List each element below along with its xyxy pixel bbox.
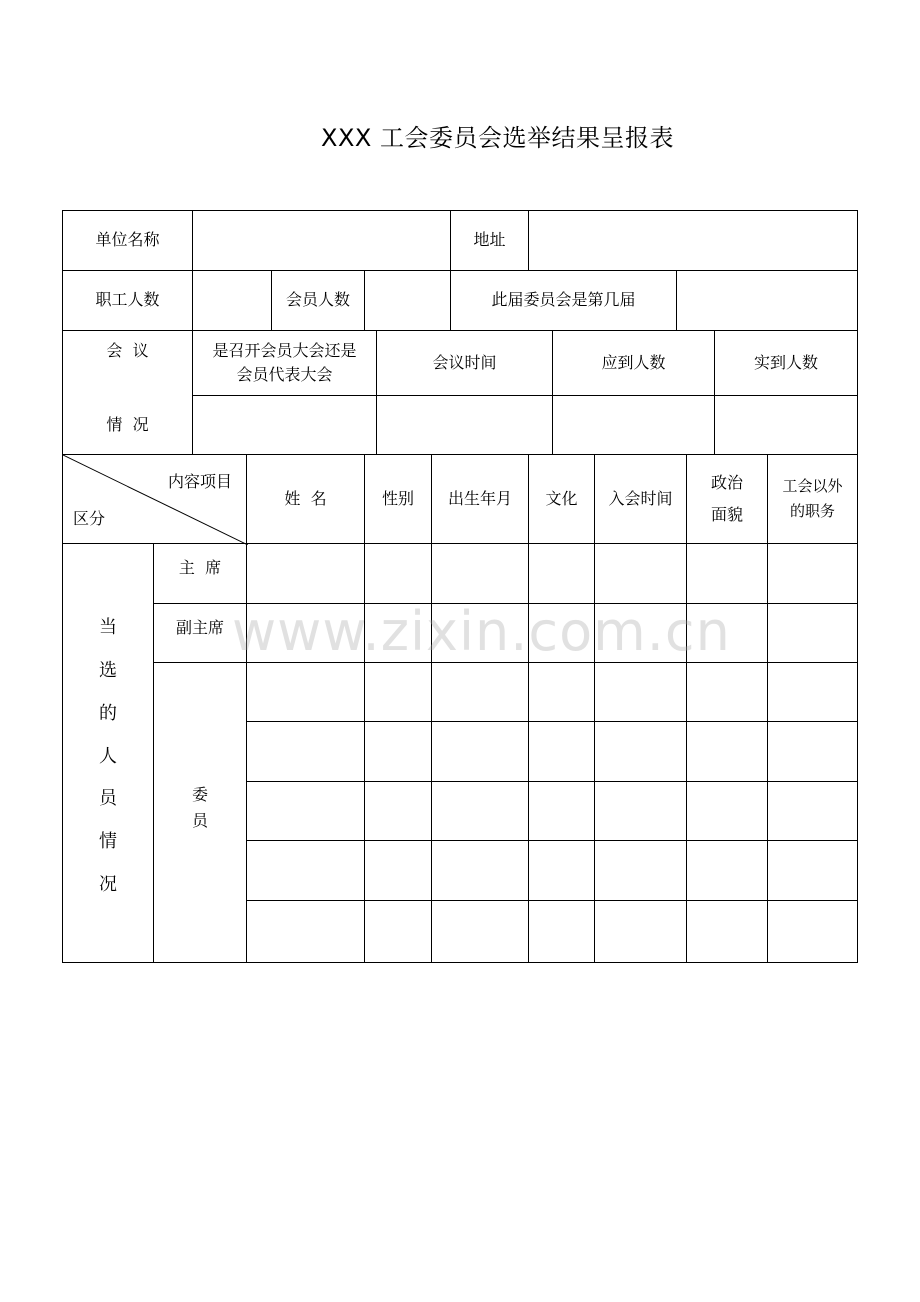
chairman-label-text: 主 席 — [178, 558, 222, 577]
grid-cell-join-time[interactable] — [594, 662, 687, 722]
name-column-header-text: 姓 名 — [284, 488, 327, 508]
birth-column-header-text: 出生年月 — [447, 488, 512, 508]
unit-name-label — [62, 210, 193, 271]
grid-cell-politics[interactable] — [686, 603, 768, 663]
meeting-type-line1: 是召开会员大会还是 — [212, 341, 357, 360]
grid-cell-birth[interactable] — [431, 662, 529, 722]
grid-cell-education[interactable] — [528, 840, 595, 901]
politics-column-header — [686, 454, 768, 544]
other-post-line1: 工会以外 — [782, 476, 843, 495]
grid-cell-politics[interactable] — [686, 840, 768, 901]
grid-cell-birth[interactable] — [431, 781, 529, 841]
meeting-type-label — [192, 330, 377, 396]
meeting-time-label-text: 会议时间 — [432, 352, 497, 372]
staff-count-label — [62, 270, 193, 331]
elected-char: 况 — [99, 874, 117, 896]
grid-cell-join-time[interactable] — [594, 543, 687, 604]
meeting-time-label — [376, 330, 553, 396]
grid-cell-name[interactable] — [246, 840, 365, 901]
meeting-label-top: 会 议 — [106, 341, 149, 360]
member-char: 委 — [191, 784, 208, 804]
grid-cell-birth[interactable] — [431, 543, 529, 604]
unit-name-label-text: 单位名称 — [95, 230, 160, 250]
politics-line1: 政治 — [710, 473, 743, 492]
grid-cell-other-post[interactable] — [767, 781, 858, 841]
grid-cell-birth[interactable] — [431, 840, 529, 901]
grid-cell-other-post[interactable] — [767, 900, 858, 963]
category-label: 区分 — [73, 509, 106, 528]
grid-cell-other-post[interactable] — [767, 662, 858, 722]
meeting-situation-label — [62, 330, 193, 455]
grid-cell-gender[interactable] — [364, 603, 432, 663]
grid-cell-education[interactable] — [528, 900, 595, 963]
grid-cell-gender[interactable] — [364, 900, 432, 963]
member-count-label — [271, 270, 365, 331]
name-column-header — [246, 454, 365, 544]
page-title: XXX 工会委员会选举结果呈报表 — [321, 124, 674, 152]
staff-count-field[interactable] — [192, 270, 272, 331]
grid-cell-join-time[interactable] — [594, 900, 687, 963]
meeting-type-line2: 会员代表大会 — [236, 365, 333, 384]
grid-cell-name[interactable] — [246, 662, 365, 722]
join-time-column-header — [594, 454, 687, 544]
join-time-column-header-text: 入会时间 — [608, 488, 673, 508]
meeting-type-field[interactable] — [192, 395, 377, 455]
grid-cell-politics[interactable] — [686, 721, 768, 782]
other-post-column-header — [767, 454, 858, 544]
unit-name-field[interactable] — [192, 210, 451, 271]
grid-cell-politics[interactable] — [686, 662, 768, 722]
grid-cell-birth[interactable] — [431, 603, 529, 663]
grid-cell-gender[interactable] — [364, 543, 432, 604]
session-field[interactable] — [676, 270, 858, 331]
grid-cell-join-time[interactable] — [594, 721, 687, 782]
grid-cell-name[interactable] — [246, 900, 365, 963]
grid-cell-birth[interactable] — [431, 721, 529, 782]
education-column-header-text: 文化 — [545, 488, 578, 508]
elected-char: 人 — [99, 745, 117, 767]
vice-chairman-label-text: 副主席 — [175, 618, 224, 637]
session-label-text: 此届委员会是第几届 — [491, 290, 636, 310]
grid-cell-join-time[interactable] — [594, 840, 687, 901]
actual-attendance-label-text: 实到人数 — [753, 352, 818, 372]
grid-cell-birth[interactable] — [431, 900, 529, 963]
content-items-label: 内容项目 — [167, 472, 232, 491]
actual-attendance-field[interactable] — [714, 395, 858, 455]
education-column-header — [528, 454, 595, 544]
grid-cell-politics[interactable] — [686, 543, 768, 604]
committee-member-label — [153, 662, 247, 963]
grid-cell-name[interactable] — [246, 781, 365, 841]
address-label — [450, 210, 529, 271]
expected-attendance-label — [552, 330, 715, 396]
grid-cell-gender[interactable] — [364, 781, 432, 841]
grid-cell-gender[interactable] — [364, 662, 432, 722]
gender-column-header-text: 性别 — [381, 488, 414, 508]
grid-cell-politics[interactable] — [686, 900, 768, 963]
grid-cell-education[interactable] — [528, 603, 595, 663]
elected-char: 当 — [99, 617, 117, 639]
gender-column-header — [364, 454, 432, 544]
member-char: 员 — [191, 810, 208, 830]
elected-char: 的 — [99, 702, 117, 724]
diagonal-header-cell — [62, 454, 247, 544]
staff-count-label-text: 职工人数 — [95, 290, 160, 310]
grid-cell-other-post[interactable] — [767, 543, 858, 604]
session-label — [450, 270, 677, 331]
vice-chairman-label — [153, 603, 247, 663]
other-post-line2: 的职务 — [789, 502, 835, 520]
meeting-time-field[interactable] — [376, 395, 553, 455]
grid-cell-other-post[interactable] — [767, 603, 858, 663]
chairman-label — [153, 543, 247, 604]
grid-cell-name[interactable] — [246, 543, 365, 604]
grid-cell-join-time[interactable] — [594, 603, 687, 663]
grid-cell-join-time[interactable] — [594, 781, 687, 841]
grid-cell-other-post[interactable] — [767, 840, 858, 901]
member-count-label-text: 会员人数 — [285, 290, 350, 310]
birth-column-header — [431, 454, 529, 544]
watermark: www.zixin.com.cn — [232, 600, 731, 663]
address-label-text: 地址 — [473, 230, 506, 250]
grid-cell-gender[interactable] — [364, 721, 432, 782]
grid-cell-education[interactable] — [528, 721, 595, 782]
grid-cell-education[interactable] — [528, 543, 595, 604]
grid-cell-politics[interactable] — [686, 781, 768, 841]
grid-cell-education[interactable] — [528, 662, 595, 722]
grid-cell-name[interactable] — [246, 603, 365, 663]
expected-attendance-field[interactable] — [552, 395, 715, 455]
grid-cell-other-post[interactable] — [767, 721, 858, 782]
grid-cell-education[interactable] — [528, 781, 595, 841]
politics-line2: 面貌 — [710, 505, 743, 524]
member-count-field[interactable] — [364, 270, 451, 331]
actual-attendance-label — [714, 330, 858, 396]
grid-cell-name[interactable] — [246, 721, 365, 782]
expected-attendance-label-text: 应到人数 — [601, 352, 666, 372]
address-field[interactable] — [528, 210, 858, 271]
grid-cell-gender[interactable] — [364, 840, 432, 901]
elected-char: 员 — [99, 788, 117, 810]
elected-personnel-label — [62, 543, 154, 963]
elected-char: 选 — [99, 659, 117, 681]
meeting-label-bottom: 情 况 — [106, 415, 149, 435]
elected-char: 情 — [99, 831, 117, 853]
